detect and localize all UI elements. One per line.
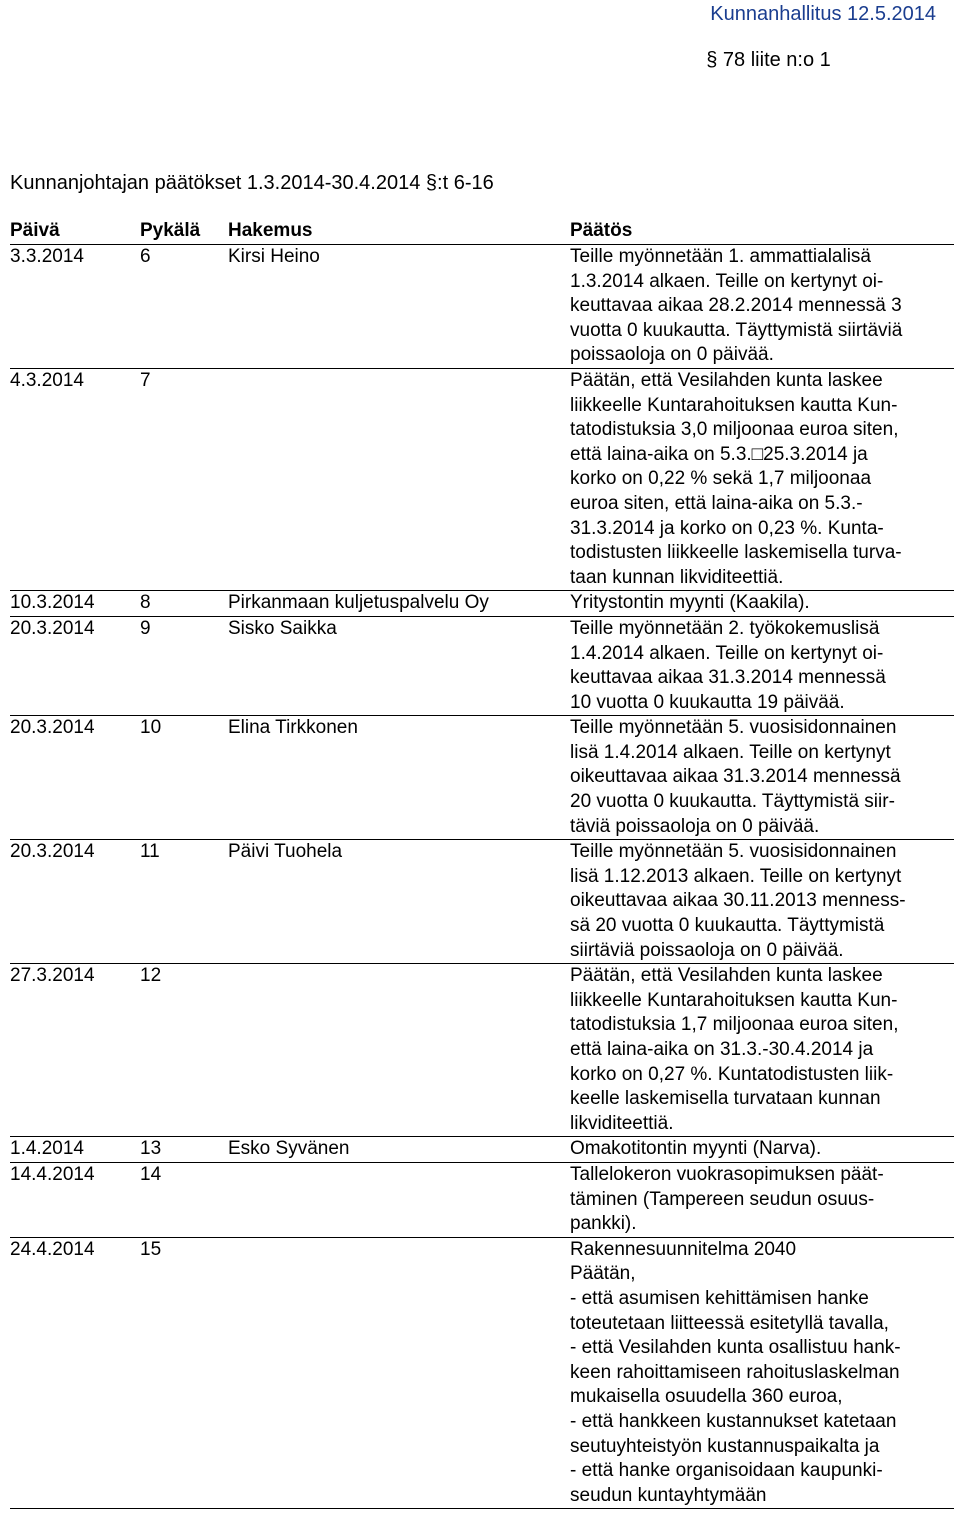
table-row: [10, 1137, 954, 1163]
row-decision: Teille myönnetään 2. työkokemuslisä 1.4.2014 alkaen. Teille on kertynyt oi- keuttavaa aikaa 31.3.2014 mennessä 10 vuotta 0 kuukautta 19 päivää.: [570, 616, 954, 715]
row-date: 10.3.2014: [10, 591, 140, 617]
column-header-date: Päivä: [10, 218, 140, 245]
table-header-row: [10, 218, 954, 245]
table-row: [10, 964, 954, 1137]
row-section: 15: [140, 1237, 228, 1509]
document-title: Kunnanjohtajan päätökset 1.3.2014-30.4.2014 §:t 6-16: [10, 172, 494, 194]
table-row: [10, 591, 954, 617]
row-decision: Teille myönnetään 1. ammattialalisä 1.3.2014 alkaen. Teille on kertynyt oi- keuttavaa aikaa 28.2.2014 mennessä 3 vuotta 0 kuukautta. Täyttymistä siirtäviä poissaoloja on 0 päivää.: [570, 245, 954, 369]
attachment-reference: § 78 liite n:o 1: [706, 49, 831, 71]
row-date: 27.3.2014: [10, 964, 140, 1137]
meeting-reference: Kunnanhallitus 12.5.2014: [710, 3, 936, 25]
row-applicant: Kirsi Heino: [228, 245, 570, 369]
row-decision: Päätän, että Vesilahden kunta laskee liikkeelle Kuntarahoituksen kautta Kun- tatodistuksia 3,0 miljoonaa euroa siten, että laina-aika on 5.3.□25.3.2014 ja korko on 0,22 % sekä 1,7 miljoonaa euroa siten, että laina-aika on 5.3.- 31.3.2014 ja korko on 0,23 %. Kunta- todistusten liikkeelle laskemisella turva- taan kunnan likviditeettiä.: [570, 368, 954, 590]
row-section: 6: [140, 245, 228, 369]
table-row: [10, 1162, 954, 1237]
row-section: 7: [140, 368, 228, 590]
row-applicant: Pirkanmaan kuljetuspalvelu Oy: [228, 591, 570, 617]
column-header-decision: Päätös: [570, 218, 954, 245]
row-section: 10: [140, 716, 228, 840]
row-section: 12: [140, 964, 228, 1137]
row-decision: Rakennesuunnitelma 2040 Päätän, - että asumisen kehittämisen hanke toteutetaan liitteessä esitetyllä tavalla, - että Vesilahden kunta osallistuu hank- keen rahoittamiseen rahoituslaskelman mukaisella osuudella 360 euroa, - että hankkeen kustannukset katetaan seutuyhteistyön kustannuspaikalta ja - että hanke organisoidaan kaupunki- seudun kuntayhtymään: [570, 1237, 954, 1509]
table-row: [10, 716, 954, 840]
table-row: [10, 1237, 954, 1509]
table-row: [10, 245, 954, 369]
row-applicant: Päivi Tuohela: [228, 840, 570, 964]
table-row: [10, 616, 954, 715]
row-date: 1.4.2014: [10, 1137, 140, 1163]
row-section: 11: [140, 840, 228, 964]
row-applicant: [228, 964, 570, 1137]
column-header-section: Pykälä: [140, 218, 228, 245]
row-date: 20.3.2014: [10, 840, 140, 964]
row-section: 14: [140, 1162, 228, 1237]
decisions-table: [10, 218, 954, 1509]
row-applicant: Sisko Saikka: [228, 616, 570, 715]
row-date: 14.4.2014: [10, 1162, 140, 1237]
row-decision: Yritystontin myynti (Kaakila).: [570, 591, 954, 617]
row-decision: Päätän, että Vesilahden kunta laskee liikkeelle Kuntarahoituksen kautta Kun- tatodistuksia 1,7 miljoonaa euroa siten, että laina-aika on 31.3.-30.4.2014 ja korko on 0,27 %. Kuntatodistusten liik- keelle laskemisella turvataan kunnan likviditeettiä.: [570, 964, 954, 1137]
document-header: [706, 2, 936, 72]
row-section: 8: [140, 591, 228, 617]
row-applicant: Elina Tirkkonen: [228, 716, 570, 840]
row-date: 3.3.2014: [10, 245, 140, 369]
row-decision: Teille myönnetään 5. vuosisidonnainen lisä 1.12.2013 alkaen. Teille on kertynyt oikeuttavaa aikaa 30.11.2013 menness- sä 20 vuotta 0 kuukautta. Täyttymistä siirtäviä poissaoloja on 0 päivää.: [570, 840, 954, 964]
row-date: 24.4.2014: [10, 1237, 140, 1509]
row-applicant: Esko Syvänen: [228, 1137, 570, 1163]
row-section: 13: [140, 1137, 228, 1163]
row-applicant: [228, 1237, 570, 1509]
row-decision: Teille myönnetään 5. vuosisidonnainen lisä 1.4.2014 alkaen. Teille on kertynyt oikeuttavaa aikaa 31.3.2014 mennessä 20 vuotta 0 kuukautta. Täyttymistä siir- täviä poissaoloja on 0 päivää.: [570, 716, 954, 840]
row-date: 20.3.2014: [10, 616, 140, 715]
row-date: 20.3.2014: [10, 716, 140, 840]
column-header-application: Hakemus: [228, 218, 570, 245]
row-decision: Tallelokeron vuokrasopimuksen päät- täminen (Tampereen seudun osuus- pankki).: [570, 1162, 954, 1237]
row-section: 9: [140, 616, 228, 715]
row-decision: Omakotitontin myynti (Narva).: [570, 1137, 954, 1163]
row-applicant: [228, 1162, 570, 1237]
row-date: 4.3.2014: [10, 368, 140, 590]
row-applicant: [228, 368, 570, 590]
table-row: [10, 840, 954, 964]
table-row: [10, 368, 954, 590]
